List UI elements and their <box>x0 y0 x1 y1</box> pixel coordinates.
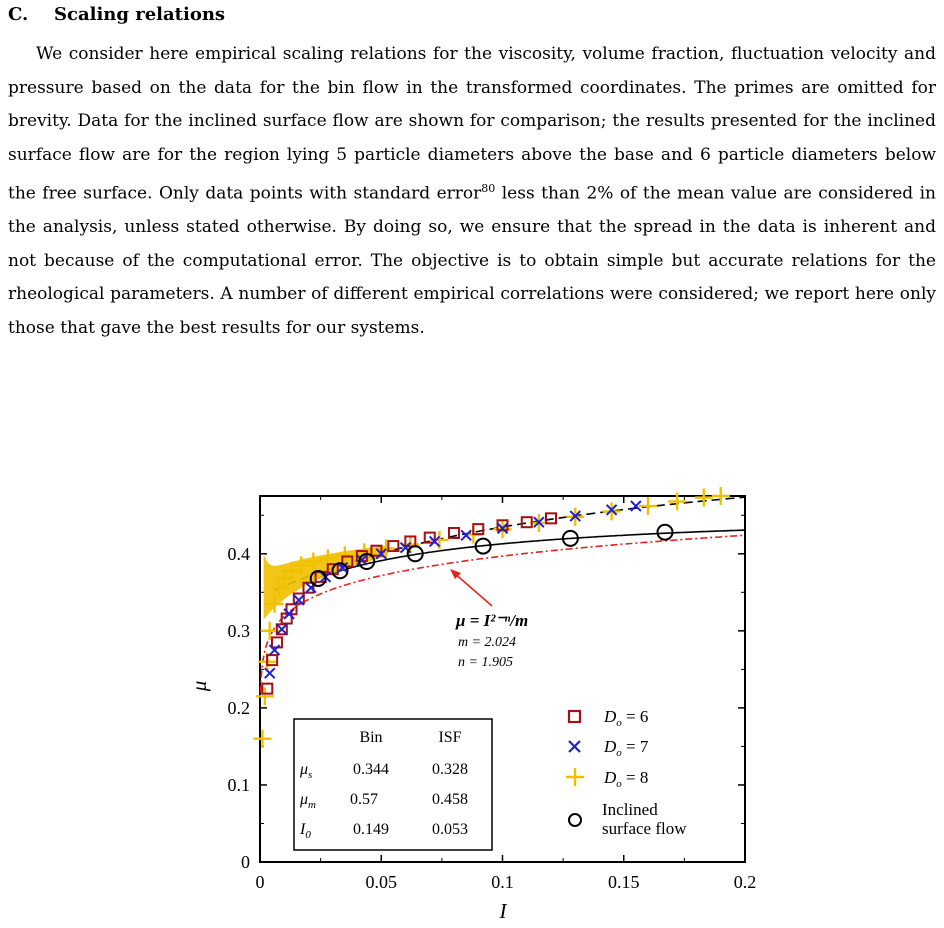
parameter-table <box>294 719 492 850</box>
paragraph-text-2: less than 2% of the mean value are considered in the analysis, unless stated otherwise. By doing so, we ensure that the spread in the data is inherent and not because of the computational error. The objective is to obtain simple but accurate relations for the rheological parameters. A number of different empirical correlations were considered; we report here only those that gave the best results for our systems. <box>8 183 936 338</box>
table-cell: 0.149 <box>353 821 389 838</box>
point-D8 <box>603 502 621 520</box>
table-row-symbol: $I_0$ <box>300 821 311 841</box>
table-cell: 0.053 <box>432 821 468 838</box>
table-cell: 0.344 <box>353 761 389 778</box>
legend <box>566 707 687 838</box>
point-D7 <box>277 624 287 634</box>
section-number: C. <box>8 4 29 25</box>
legend-label: $D_o = 6$ <box>604 707 649 729</box>
table-cell: 0.458 <box>432 791 468 808</box>
annotation-formula: μ = I²⁻ⁿ/m <box>456 611 529 630</box>
table-header-bin: Bin <box>359 729 383 746</box>
x-tick-label: 0.05 <box>365 872 397 892</box>
legend-marker-cross <box>569 741 580 752</box>
x-tick-label: 0.2 <box>733 872 757 892</box>
x-tick-label: 0.1 <box>491 872 514 892</box>
x-tick-label: 0 <box>255 872 265 892</box>
point-D8 <box>639 497 657 515</box>
y-tick-label: 0.4 <box>227 543 250 564</box>
legend-marker-circle <box>569 814 581 826</box>
citation-superscript: 80 <box>481 182 496 195</box>
table-cell: 0.57 <box>350 791 378 808</box>
y-tick-label: 0.3 <box>227 620 250 641</box>
x-tick-label: 0.15 <box>608 872 640 892</box>
table-cell: 0.328 <box>432 761 468 778</box>
point-D6 <box>272 637 282 647</box>
y-tick-label: 0.1 <box>227 774 250 795</box>
point-inclined <box>657 525 672 540</box>
legend-label-inclined: Inclined <box>602 800 658 819</box>
point-D8 <box>695 489 713 507</box>
annotation-n: n = 1.905 <box>458 655 513 670</box>
point-D8 <box>253 730 271 748</box>
point-D8 <box>712 487 730 505</box>
legend-marker-square <box>569 711 580 722</box>
point-D6 <box>267 655 277 665</box>
section-title: Scaling relations <box>54 4 226 25</box>
point-D7 <box>265 668 275 678</box>
x-axis-label: I <box>499 899 507 923</box>
point-D8 <box>401 536 419 554</box>
legend-marker-plus <box>566 768 584 786</box>
point-D6 <box>473 524 483 534</box>
paragraph-text-1: We consider here empirical scaling relations for the viscosity, volume fraction, fluctuation velocity and pressure based on the data for the bin flow in the transformed coordinates. The primes are omitted for brevity. Data for the inclined surface flow are shown for comparison; the results presented for the inclined surface flow are for the region lying 5 particle diameters above the base and 6 particle diameters below the free surface. Only data points with standard error <box>8 44 936 204</box>
table-row-symbol: $\mu_m$ <box>300 791 316 811</box>
annotation-m: m = 2.024 <box>458 635 517 650</box>
legend-label-surface-flow: surface flow <box>602 819 687 838</box>
y-tick-label: 0 <box>241 852 250 872</box>
y-axis-label: μ <box>187 680 211 692</box>
table-row-symbol: $\mu_s$ <box>300 761 313 781</box>
legend-label: $D_o = 7$ <box>604 737 649 759</box>
table-header-isf: ISF <box>438 729 462 746</box>
point-D8 <box>256 687 274 705</box>
annotation-arrow <box>453 572 492 606</box>
y-tick-label: 0.2 <box>227 697 250 718</box>
legend-label: $D_o = 8$ <box>604 768 649 790</box>
